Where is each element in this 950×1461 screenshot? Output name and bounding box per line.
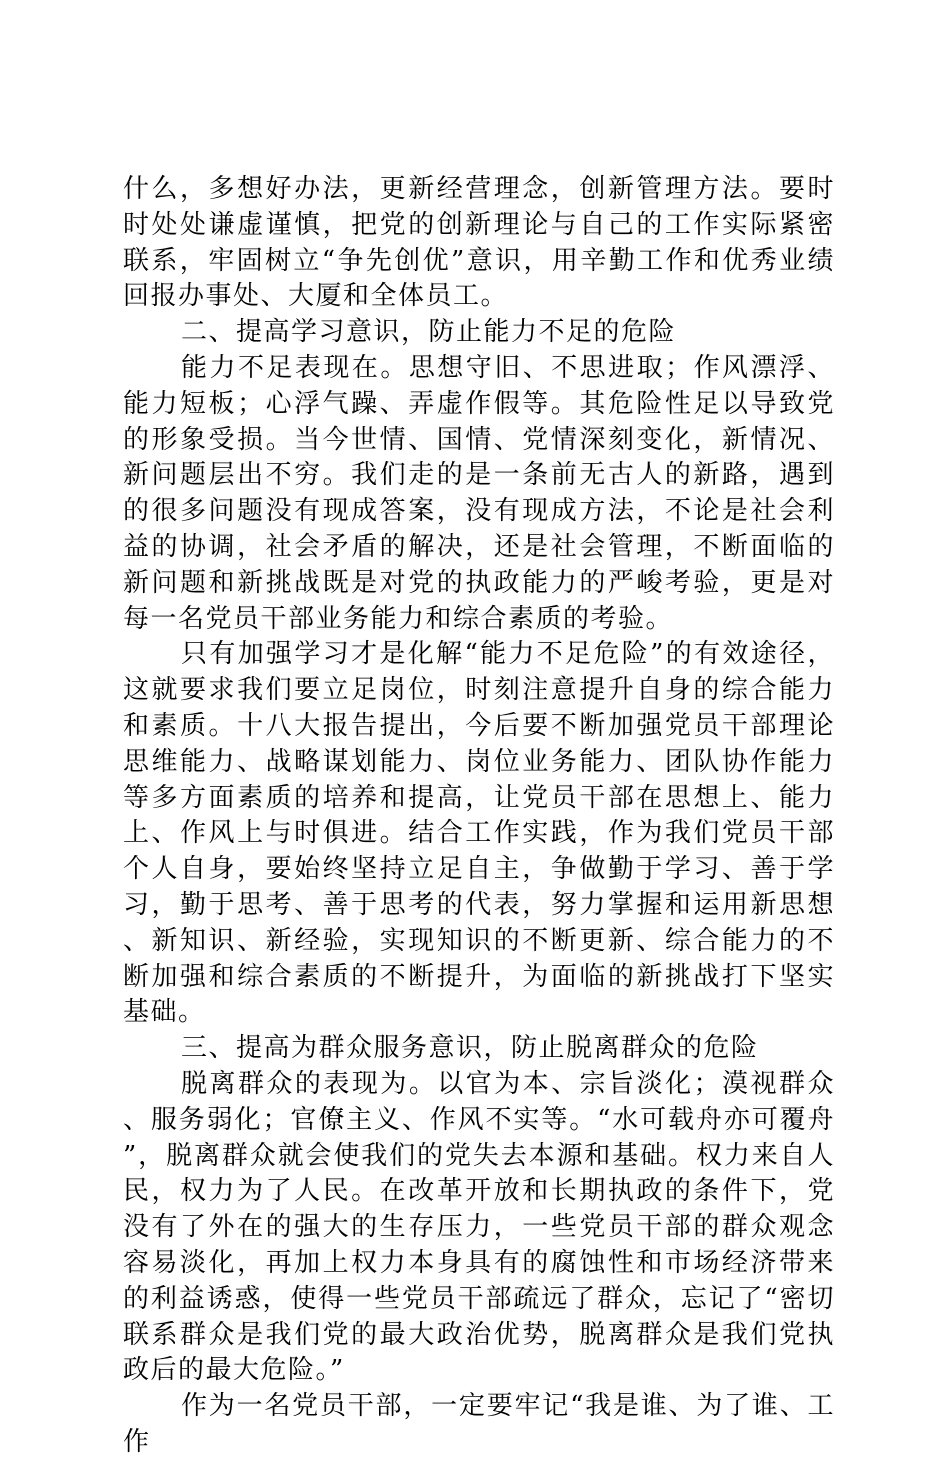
paragraph-continuation: 什么，多想好办法，更新经营理念，创新管理方法。要时时处处谦虚谨慎，把党的创新理论与自己的工作实际紧密联系，牢固树立“争先创优”意识，用辛勤工作和优秀业绩回报办事处、大厦和全体员工。 xyxy=(123,174,835,312)
paragraph-capability-risk: 能力不足表现在。思想守旧、不思进取；作风漂浮、能力短板；心浮气躁、弄虚作假等。其危险性足以导致党的形象受损。当今世情、国情、党情深刻变化，新情况、新问题层出不穷。我们走的是一条前无古人的新路，遇到的很多问题没有现成答案，没有现成方法，不论是社会利益的协调，社会矛盾的解决，还是社会管理，不断面临的新问题和新挑战既是对党的执政能力的严峻考验，更是对每一名党员干部业务能力和综合素质的考验。 xyxy=(123,352,835,634)
paragraph-strengthen-learning: 只有加强学习才是化解“能力不足危险”的有效途径，这就要求我们要立足岗位，时刻注意提升自身的综合能力和素质。十八大报告提出，今后要不断加强党员干部理论思维能力、战略谋划能力、岗位业务能力、团队协作能力等多方面素质的培养和提高，让党员干部在思想上、能力上、作风上与时俱进。结合工作实践，作为我们党员干部个人自身，要始终坚持立足自主，争做勤于学习、善于学习，勤于思考、善于思考的代表，努力掌握和运用新思想、新知识、新经验，实现知识的不断更新、综合能力的不断加强和综合素质的不断提升，为面临的新挑战打下坚实基础。 xyxy=(123,639,835,1028)
document-body xyxy=(123,172,835,1461)
paragraph-detached-from-masses: 脱离群众的表现为。以官为本、宗旨淡化；漠视群众、服务弱化；官僚主义、作风不实等。“水可载舟亦可覆舟”，脱离群众就会使我们的党失去本源和基础。权力来自人民，权力为了人民。在改革开放和长期执政的条件下，党没有了外在的强大的生存压力，一些党员干部的群众观念容易淡化，再加上权力本身具有的腐蚀性和市场经济带来的利益诱惑，使得一些党员干部疏远了群众，忘记了“密切联系群众是我们党的最大政治优势，脱离群众是我们党执政后的最大危险。” xyxy=(123,1068,835,1386)
paragraph-party-cadre: 作为一名党员干部，一定要牢记“我是谁、为了谁、工作 xyxy=(123,1391,835,1457)
section-heading-2: 二、提高学习意识，防止能力不足的危险 xyxy=(181,317,677,348)
section-heading-3: 三、提高为群众服务意识，防止脱离群众的危险 xyxy=(181,1033,759,1064)
